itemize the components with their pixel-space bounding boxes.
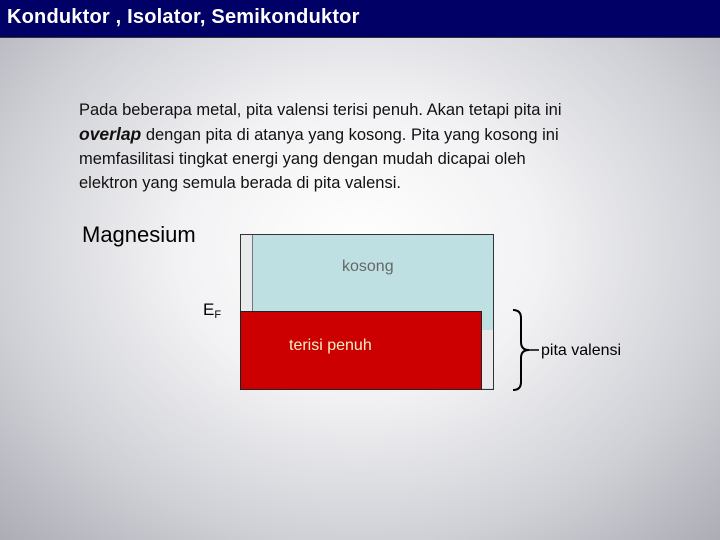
paragraph-line-4: elektron yang semula berada di pita valensi. bbox=[79, 174, 401, 192]
paragraph-line-3: memfasilitasi tingkat energi yang dengan mudah dicapai oleh bbox=[79, 150, 526, 168]
fermi-level-label bbox=[203, 300, 221, 321]
band-right-edge bbox=[481, 330, 493, 388]
slide-title: Konduktor , Isolator, Semikonduktor bbox=[7, 6, 360, 28]
fermi-symbol: E bbox=[203, 300, 215, 319]
paragraph-line-2-rest: dengan pita di atanya yang kosong. Pita yang kosong ini bbox=[141, 126, 559, 144]
paragraph-line-1: Pada beberapa metal, pita valensi terisi penuh. Akan tetapi pita ini bbox=[79, 101, 562, 119]
overlap-emphasis: overlap bbox=[79, 124, 142, 144]
paragraph-line-2 bbox=[79, 122, 639, 147]
explanation-paragraph bbox=[79, 98, 639, 195]
valence-band-label: pita valensi bbox=[541, 342, 622, 359]
title-bar bbox=[0, 0, 720, 38]
material-label: Magnesium bbox=[82, 222, 196, 247]
curly-brace-icon bbox=[505, 308, 543, 392]
empty-band-label: kosong bbox=[342, 258, 394, 275]
filled-band-label: terisi penuh bbox=[289, 337, 372, 354]
fermi-subscript: F bbox=[214, 309, 222, 321]
